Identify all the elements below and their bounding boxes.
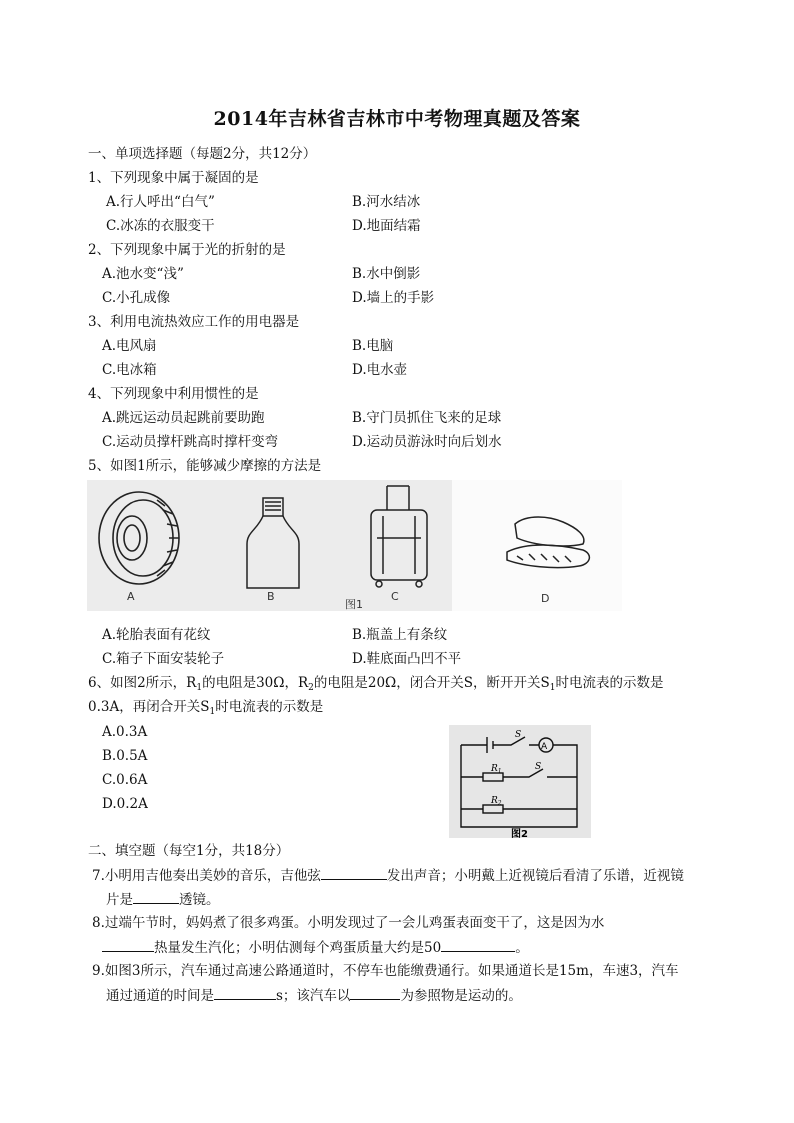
figure-2-circuit bbox=[449, 725, 591, 838]
page-title: 2014年吉林省吉林市中考物理真题及答案 bbox=[213, 108, 581, 130]
figure-2-caption: 图2 bbox=[511, 829, 528, 838]
q7-line-1: 7.小明用吉他奏出美妙的音乐，吉他弦 发出声音；小明戴上近视镜后看清了乐谱，近视镜 bbox=[92, 865, 684, 886]
q6-option-a: A.0.3A bbox=[102, 724, 148, 740]
r1-label: $R_1$ bbox=[491, 764, 502, 775]
q1-option-c: C.冰冻的衣服变干 bbox=[106, 218, 215, 234]
q6-option-c: C.0.6A bbox=[102, 772, 148, 788]
switch-s1-label: S bbox=[535, 762, 542, 772]
q4-option-a: A.跳远运动员起跳前要助跑 bbox=[102, 410, 265, 426]
shoe-icon bbox=[507, 517, 589, 568]
q5-option-a: A.轮胎表面有花纹 bbox=[102, 627, 211, 643]
figure-1-label-c: C bbox=[391, 590, 399, 603]
q4-option-b: B.守门员抓住飞来的足球 bbox=[352, 410, 502, 426]
q5-option-b: B.瓶盖上有条纹 bbox=[352, 627, 448, 643]
q5-stem: 5、如图1所示，能够减少摩擦的方法是 bbox=[88, 458, 322, 474]
q4-stem: 4、下列现象中利用惯性的是 bbox=[88, 386, 259, 402]
section-1-heading: 一、单项选择题（每题2分，共12分） bbox=[88, 146, 317, 162]
q3-option-b: B.电脑 bbox=[352, 338, 394, 354]
suitcase-icon bbox=[371, 486, 427, 587]
q9-blank-2[interactable] bbox=[350, 985, 400, 1000]
bottle-icon bbox=[247, 498, 299, 588]
q2-stem: 2、下列现象中属于光的折射的是 bbox=[88, 242, 286, 258]
q4-option-d: D.运动员游泳时向后划水 bbox=[352, 434, 502, 450]
q3-option-c: C.电冰箱 bbox=[102, 362, 157, 378]
q6-option-d: D.0.2A bbox=[102, 796, 148, 812]
q8-blank-1[interactable] bbox=[102, 937, 154, 952]
q8-line-1: 8.过端午节时，妈妈煮了很多鸡蛋。小明发现过了一会儿鸡蛋表面变干了，这是因为水 bbox=[92, 915, 605, 931]
q9-line-2: 通过通道的时间是 s；该汽车以 为参照物是运动的。 bbox=[106, 985, 522, 1006]
q9-line-1: 9.如图3所示，汽车通过高速公路通道时，不停车也能缴费通行。如果通道长是15m，车速3，汽车 bbox=[92, 963, 679, 979]
q9-blank-1[interactable] bbox=[214, 985, 276, 1000]
q1-option-b: B.河水结冰 bbox=[352, 194, 421, 210]
q5-option-d: D.鞋底面凸凹不平 bbox=[352, 651, 462, 667]
q2-option-b: B.水中倒影 bbox=[352, 266, 421, 282]
q3-option-d: D.电水壶 bbox=[352, 362, 408, 378]
figure-1-caption: 图1 bbox=[345, 598, 363, 611]
q1-option-a: A.行人呼出“白气” bbox=[106, 194, 215, 210]
q6-option-b: B.0.5A bbox=[102, 748, 148, 764]
q8-line-2: 热量发生汽化；小明估测每个鸡蛋质量大约是50 。 bbox=[102, 937, 529, 958]
q7-blank-1[interactable] bbox=[321, 865, 387, 880]
q1-option-d: D.地面结霜 bbox=[352, 218, 421, 234]
switch-s-label: S bbox=[515, 730, 522, 740]
ammeter-label: A bbox=[541, 742, 548, 752]
q2-option-a: A.池水变“浅” bbox=[102, 266, 184, 282]
q4-option-c: C.运动员撑杆跳高时撑杆变弯 bbox=[102, 434, 279, 450]
q7-line-2: 片是 透镜。 bbox=[106, 889, 220, 910]
q3-stem: 3、利用电流热效应工作的用电器是 bbox=[88, 314, 300, 330]
r2-label: $R_2$ bbox=[491, 796, 502, 807]
tire-icon bbox=[99, 492, 179, 584]
q2-option-d: D.墙上的手影 bbox=[352, 290, 435, 306]
figure-1-label-a: A bbox=[127, 590, 135, 603]
q6-stem-line-1: 6、如图2所示，$R_1$的电阻是30Ω，$R_2$的电阻是20Ω，闭合开关S，断开开关$S_1$时电流表的示数是 bbox=[88, 675, 664, 693]
q2-option-c: C.小孔成像 bbox=[102, 290, 171, 306]
section-2-heading: 二、填空题（每空1分，共18分） bbox=[88, 843, 290, 859]
figure-1-label-b: B bbox=[267, 590, 275, 603]
q6-stem-line-2: 0.3A，再闭合开关$S_1$时电流表的示数是 bbox=[88, 699, 324, 717]
q8-blank-2[interactable] bbox=[441, 937, 515, 952]
q7-blank-2[interactable] bbox=[133, 889, 179, 904]
q3-option-a: A.电风扇 bbox=[102, 338, 157, 354]
q5-option-c: C.箱子下面安装轮子 bbox=[102, 651, 225, 667]
q1-stem: 1、下列现象中属于凝固的是 bbox=[88, 170, 259, 186]
figure-1-label-d: D bbox=[541, 592, 550, 605]
